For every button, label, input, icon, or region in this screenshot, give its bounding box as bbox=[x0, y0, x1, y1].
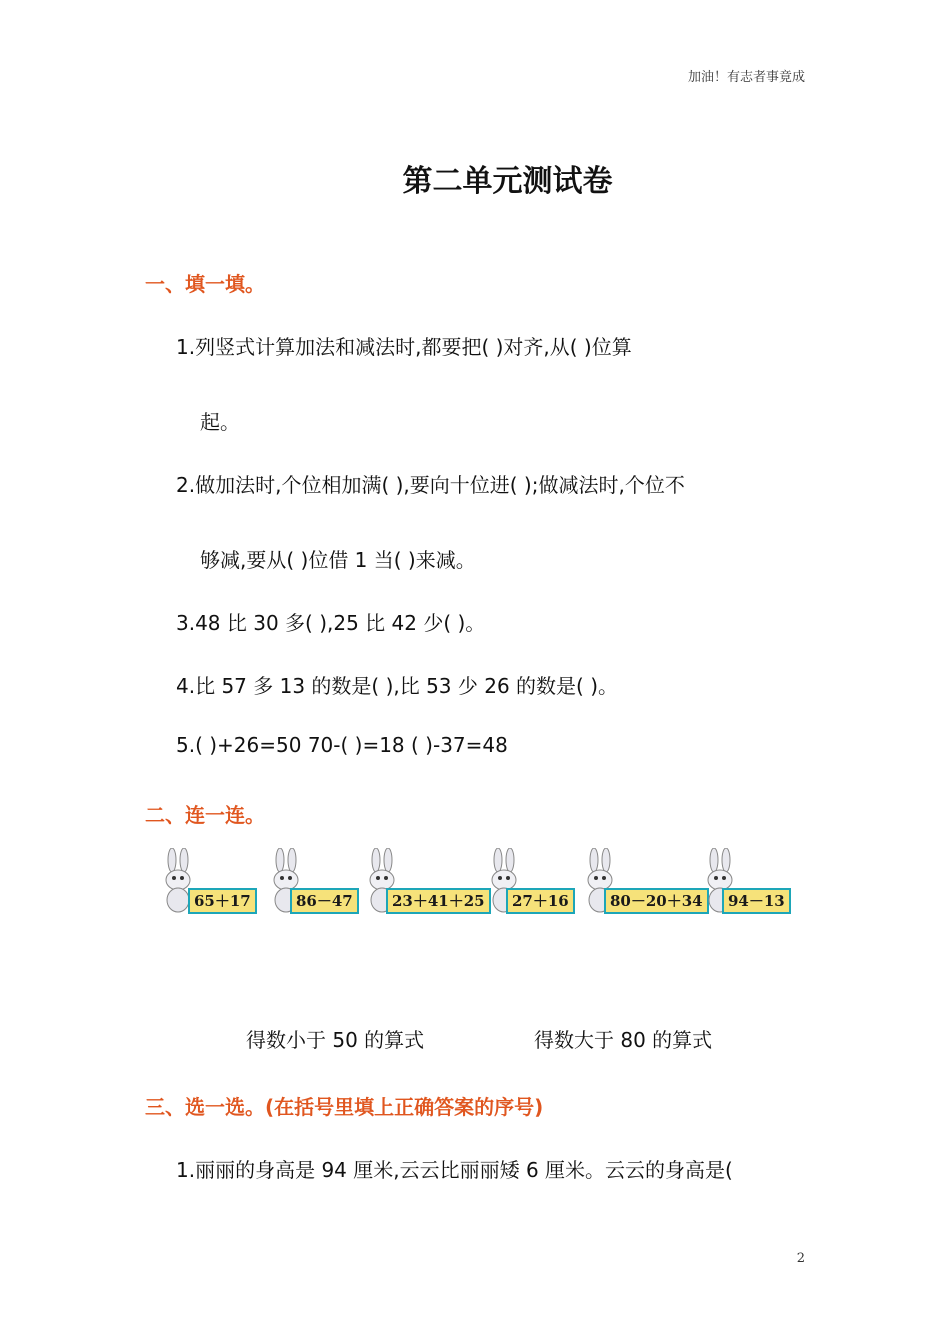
section-heading-fill: 一、填一填。 bbox=[145, 272, 265, 296]
match-target-greater-than-80: 得数大于 80 的算式 bbox=[534, 1028, 713, 1052]
page-number: 2 bbox=[796, 1251, 805, 1266]
equation-card[interactable]: 80－20＋34 bbox=[604, 888, 709, 914]
section-heading-connect: 二、连一连。 bbox=[145, 803, 265, 827]
equation-card[interactable]: 94－13 bbox=[722, 888, 791, 914]
question-3: 3.48 比 30 多( ),25 比 42 少( )。 bbox=[176, 611, 486, 635]
page-title: 第二单元测试卷 bbox=[402, 164, 613, 199]
bunny-card-row bbox=[160, 848, 800, 918]
question-5: 5.( )+26=50 70-( )=18 ( )-37=48 bbox=[176, 733, 508, 757]
equation-card[interactable]: 27＋16 bbox=[506, 888, 575, 914]
question-1-line-2: 起。 bbox=[200, 410, 240, 434]
question-2-line-2: 够减,要从( )位借 1 当( )来减。 bbox=[200, 548, 476, 572]
question-1-line-1: 1.列竖式计算加法和减法时,都要把( )对齐,从( )位算 bbox=[176, 335, 632, 359]
question-4: 4.比 57 多 13 的数是( ),比 53 少 26 的数是( )。 bbox=[176, 674, 619, 698]
match-target-less-than-50: 得数小于 50 的算式 bbox=[246, 1028, 425, 1052]
choose-question-1: 1.丽丽的身高是 94 厘米,云云比丽丽矮 6 厘米。云云的身高是( bbox=[176, 1158, 733, 1182]
equation-card[interactable]: 86－47 bbox=[290, 888, 359, 914]
equation-card[interactable]: 23＋41＋25 bbox=[386, 888, 491, 914]
equation-card[interactable]: 65＋17 bbox=[188, 888, 257, 914]
header-note: 加油！有志者事竟成 bbox=[687, 70, 805, 85]
section-heading-choose: 三、选一选。(在括号里填上正确答案的序号) bbox=[145, 1095, 544, 1119]
question-2-line-1: 2.做加法时,个位相加满( ),要向十位进( );做减法时,个位不 bbox=[176, 473, 685, 497]
